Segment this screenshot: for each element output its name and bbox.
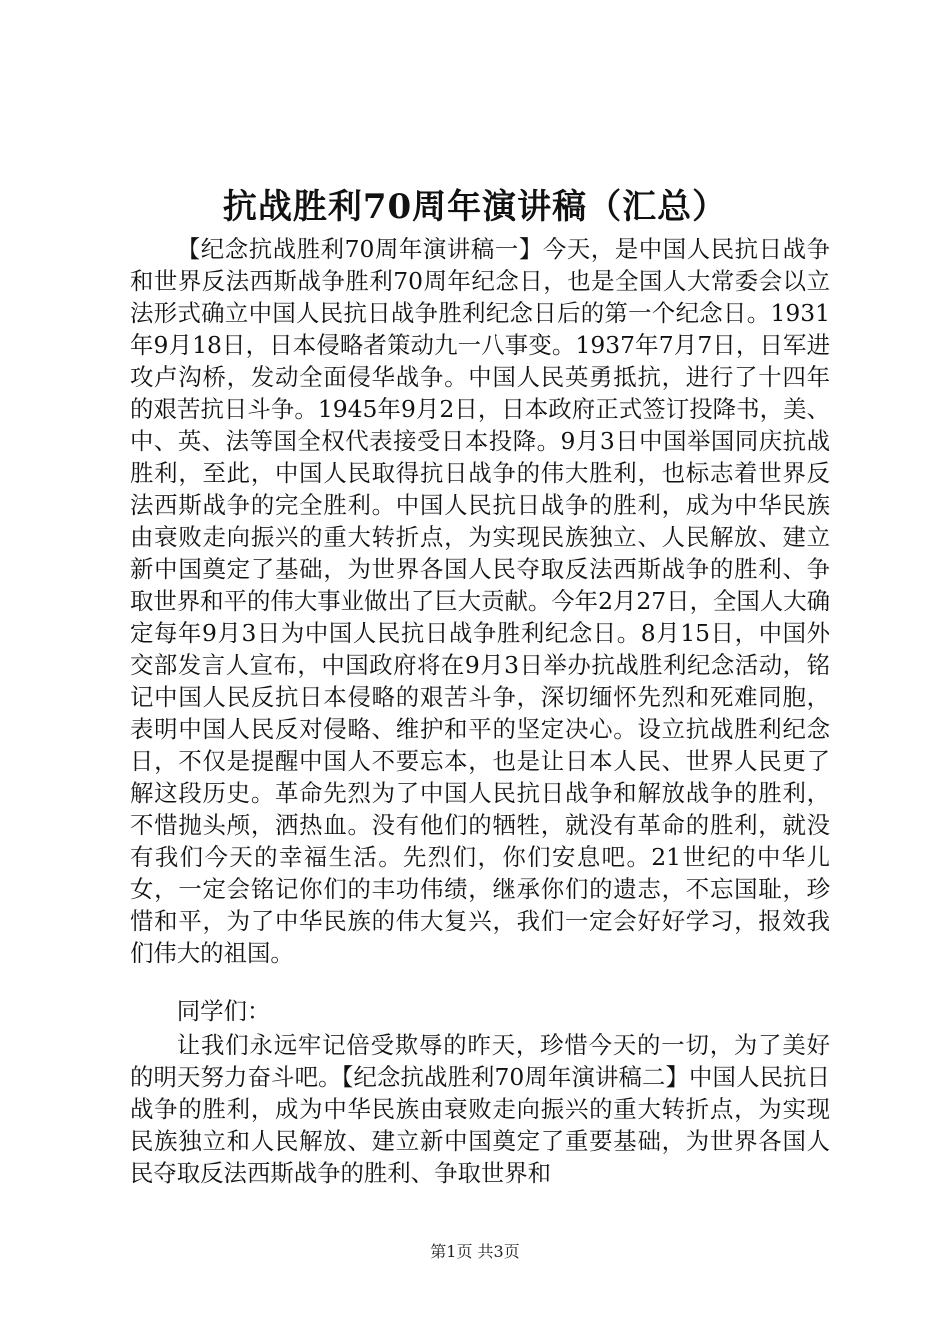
body-paragraph-1: 【纪念抗战胜利70周年演讲稿一】今天，是中国人民抗日战争和世界反法西斯战争胜利70周年纪念日，也是全国人大常委会以立法形式确立中国人民抗日战争胜利纪念日后的第一个纪念日。1931年9月18日，日本侵略者策动九一八事变。1937年7月7日，日军进攻卢沟桥，发动全面侵华战争。中国人民英勇抵抗，进行了十四年的艰苦抗日斗争。1945年9月2日，日本政府正式签订投降书，美、中、英、法等国全权代表接受日本投降。9月3日中国举国同庆抗战胜利，至此，中国人民取得抗日战争的伟大胜利，也标志着世界反法西斯战争的完全胜利。中国人民抗日战争的胜利，成为中华民族由衰败走向振兴的重大转折点，为实现民族独立、人民解放、建立新中国奠定了基础，为世界各国人民夺取反法西斯战争的胜利、争取世界和平的伟大事业做出了巨大贡献。今年2月27日，全国人大确定每年9月3日为中国人民抗日战争胜利纪念日。8月15日，中国外交部发言人宣布，中国政府将在9月3日举办抗战胜利纪念活动，铭记中国人民反抗日本侵略的艰苦斗争，深切缅怀先烈和死难同胞，表明中国人民反对侵略、维护和平的坚定决心。设立抗战胜利纪念日，不仅是提醒中国人不要忘本，也是让日本人民、世界人民更了解这段历史。革命先烈为了中国人民抗日战争和解放战争的胜利，不惜抛头颅，洒热血。没有他们的牺牲，就没有革命的胜利，就没有我们今天的幸福生活。先烈们，你们安息吧。21世纪的中华儿女，一定会铭记你们的丰功伟绩，继承你们的遗志，不忘国耻，珍惜和平，为了中华民族的伟大复兴，我们一定会好好学习，报效我们伟大的祖国。: [130, 235, 830, 967]
document-title: 抗战胜利70周年演讲稿（汇总）: [222, 187, 728, 227]
body-paragraph-2: 同学们：: [176, 997, 271, 1025]
body-paragraph-3: 让我们永远牢记倍受欺辱的昨天，珍惜今天的一切，为了美好的明天努力奋斗吧。【纪念抗战胜利70周年演讲稿二】中国人民抗日战争的胜利，成为中华民族由衰败走向振兴的重大转折点，为实现民族独立和人民解放、建立新中国奠定了重要基础，为世界各国人民夺取反法西斯战争的胜利、争取世界和: [130, 1031, 830, 1187]
page-number-footer: 第1页 共3页: [430, 1242, 520, 1261]
